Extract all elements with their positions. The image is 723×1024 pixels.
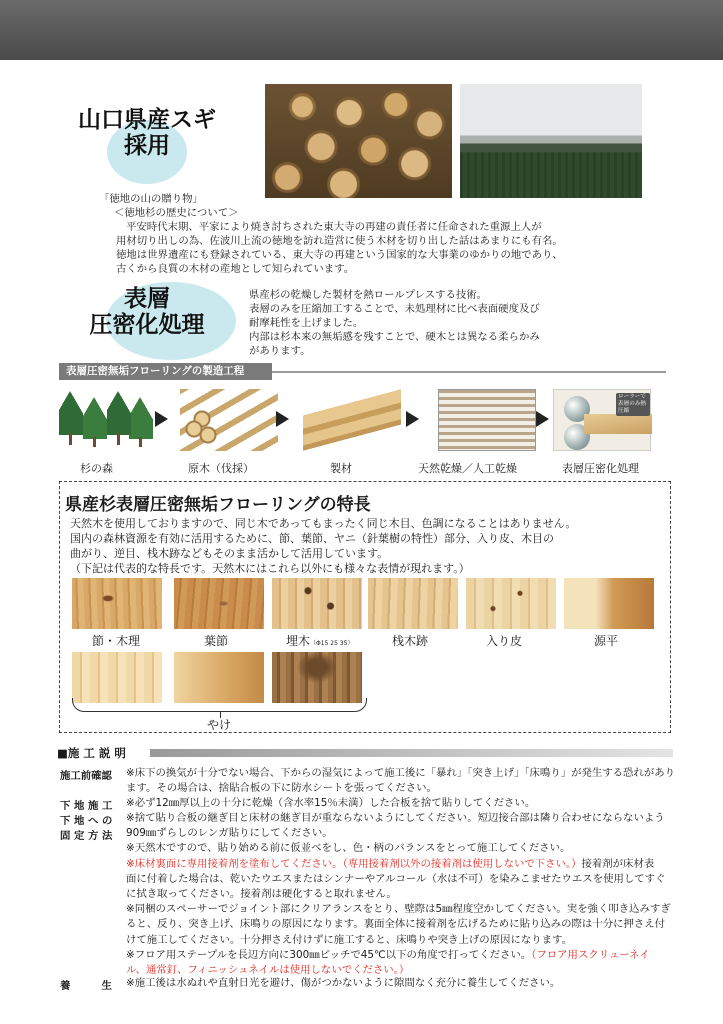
heading-process [62, 286, 232, 339]
features-text [70, 516, 576, 576]
instruction-line: ※天然木ですので、貼り始める前に仮並べをし、色・柄のバランスをとって施工してください。 [126, 842, 571, 855]
instruction-line: ると、反り、突き上げ、床鳴りの原因になります。裏面全体に接着剤を広げるために貼り込みの際は十分に押さえ付 [126, 918, 666, 931]
process-desc-line: 表層のみを圧縮加工することで、未処理材に比べ表面硬度及び [249, 303, 540, 315]
process-desc-line: 県産杉の乾燥した製材を熱ロールプレスする技術。 [249, 289, 488, 301]
instruction-line: 909㎜ずらしのレンガ貼りにしてください。 [126, 827, 333, 840]
heading-sugi-line2: 採用 [124, 133, 170, 160]
instruction-warning: ※床材裏面に専用接着剤を塗布してください。（専用接着剤以外の接着剤は使用しないで下さい。） [126, 857, 582, 870]
instruction-warning: （フロア用スクリューネイ [531, 948, 650, 961]
instruction-line: に拭き取ってください。接着剤は硬化すると取れません。 [126, 888, 397, 901]
features-title: 県産杉表層圧密無垢フローリングの特長 [65, 495, 371, 515]
process-desc-line: があります。 [249, 345, 311, 357]
umeki-note: （Φ15 25 35） [310, 640, 354, 647]
step-label: 天然乾燥／人工乾燥 [418, 462, 517, 475]
instruction-text: ※フロア用ステープルを長辺方向に300㎜ピッチで45℃以下の角度で打ってください。 [126, 948, 532, 961]
wood-sample-yake [72, 652, 162, 703]
process-desc-line: 内部は杉本来の無垢感を残すことで、硬木とは異なる柔らかみ [249, 331, 540, 343]
header-bar [0, 0, 723, 60]
arrow-right-icon [276, 411, 289, 427]
heading-process-line2: 圧密化処理 [89, 312, 205, 339]
features-line: 天然木を使用しておりますので、同じ木であってもまったく同じ木目、色調になることはありません。 [70, 517, 577, 530]
yake-label: やけ [207, 718, 232, 732]
wood-sample-filled-knot [272, 578, 362, 629]
sample-label-text: 埋木 [286, 634, 311, 648]
instruction-line [126, 857, 671, 872]
section-label: 施工前確認 [60, 770, 112, 782]
section-label: 下 地 へ の [60, 815, 113, 827]
section-text [126, 976, 560, 991]
section-text [126, 766, 675, 796]
sample-label-umeki [286, 632, 353, 649]
step-label: 杉の森 [80, 462, 113, 475]
step-label: 表層圧密化処理 [562, 462, 639, 475]
intro-subtitle: ＜徳地杉の歴史について＞ [114, 207, 239, 219]
section-label: 下 地 施 工 [60, 800, 113, 812]
section-text [126, 811, 671, 978]
section-label: 養 生 [60, 980, 112, 992]
process-desc-line: 耐摩耗性を上げました。 [249, 317, 364, 329]
logs-photo [265, 84, 452, 198]
arrow-right-icon [536, 411, 549, 427]
instruction-line: ※施工後は水ぬれや直射日光を避け、傷がつかないように隙間なく充分に養生してください。 [126, 977, 561, 989]
roller-press-illustration [553, 389, 651, 451]
instruction-text: 接着剤が床材表 [581, 857, 655, 870]
section-text [126, 796, 535, 811]
manufacturing-title: 表層圧密無垢フローリングの製造工程 [59, 363, 272, 380]
step-label: 製材 [330, 462, 352, 475]
wood-sample-yake [272, 652, 362, 703]
section-label: 固 定 方 法 [60, 830, 113, 842]
plank-icon [584, 414, 652, 434]
forest-photo [460, 84, 642, 198]
instruction-line [126, 948, 671, 963]
instruction-line: ます。その場合は、捨貼合板の下に防水シートを張ってください。 [126, 782, 437, 795]
instruction-line: ※同梱のスペーサーでジョイント部にクリアランスをとり、壁際は5㎜程度空かしてください。実を強く叩き込みすぎ [126, 903, 671, 916]
intro-line: 徳地は世界遺産にも登録されている、東大寺の再建という国家的な大事業のゆかりの地であり、 [116, 249, 563, 261]
sample-label: 源平 [594, 634, 619, 648]
roller-note: ローラーで表層のみ熱圧縮 [616, 393, 650, 416]
features-line: 曲がり、逆目、栈木跡などもそのまま活かして活用しています。 [70, 547, 389, 560]
sample-label: 入り皮 [486, 634, 523, 648]
instructions-rule [150, 749, 673, 757]
wood-sample-sticker-mark [368, 578, 458, 629]
instructions-title: ■施 工 説 明 [57, 746, 126, 760]
intro-line: 用材切り出しの為、佐波川上流の徳地を訪れ造営に使う木材を切り出した話はあまりにも有名。 [116, 235, 563, 247]
arrow-right-icon [155, 411, 168, 427]
sample-label: 葉節 [204, 634, 229, 648]
drying-illustration [438, 389, 536, 451]
instruction-line: 面に付着した場合は、乾いたウエスまたはシンナーやアルコール（水は不可）を染みこませたウエスを使用してすぐ [126, 872, 666, 885]
heading-process-line1: 表層 [124, 286, 170, 312]
yake-brace [72, 698, 367, 712]
instruction-line: ※必ず12㎜厚以上の十分に乾燥（含水率15％未満）した合板を捨て貼りしてください。 [126, 797, 536, 809]
raw-logs-illustration [180, 389, 278, 451]
wood-sample-yake [174, 652, 264, 703]
intro-title: 「徳地の山の贈り物」 [99, 193, 203, 205]
wood-sample-genpei [564, 578, 654, 629]
instruction-line: けて施工してください。十分押さえ付けずに施工すると、床鳴りや突き上げの原因になります。 [126, 933, 572, 946]
manufacturing-rule [272, 371, 666, 373]
wood-sample-knot [72, 578, 162, 629]
intro-line: 古くから良質の木材の産地として知られています。 [116, 263, 355, 275]
heading-sugi [62, 107, 232, 160]
instruction-warning: ル、通常釘、フィニッシュネイルは使用しないでください。） [126, 964, 410, 977]
wood-sample-leaf-knot [174, 578, 264, 629]
features-line: 国内の森林資源を有効に活用するために、節、葉節、ヤニ（針葉樹の特性）部分、入り皮、木目の [70, 532, 554, 545]
lumber-illustration [303, 389, 401, 451]
features-line: （下記は代表的な特長です。天然木にはこれら以外にも様々な表情が現れます。） [70, 562, 470, 575]
forest-illustration [59, 389, 157, 451]
arrow-right-icon [406, 411, 419, 427]
instruction-line: ※床下の換気が十分でない場合、下からの湿気によって施工後に「暴れ」「突き上げ」「床鳴り」が発生する恐れがあり [126, 767, 676, 779]
instruction-line: ※捨て貼り合板の継ぎ目と床材の継ぎ目が重ならないようにしてください。短辺接合部は隣り合わせにならないよう [126, 812, 665, 824]
wood-sample-bark-pocket [466, 578, 556, 629]
sample-label: 節・木理 [92, 634, 141, 648]
sample-label: 栈木跡 [392, 634, 429, 648]
step-label: 原木（伐採） [188, 462, 254, 475]
heading-sugi-line1: 山口県産スギ [78, 107, 216, 133]
intro-line: 平安時代末期、平家により焼き討ちされた東大寺の再建の責任者に任命された重源上人が [126, 221, 542, 233]
